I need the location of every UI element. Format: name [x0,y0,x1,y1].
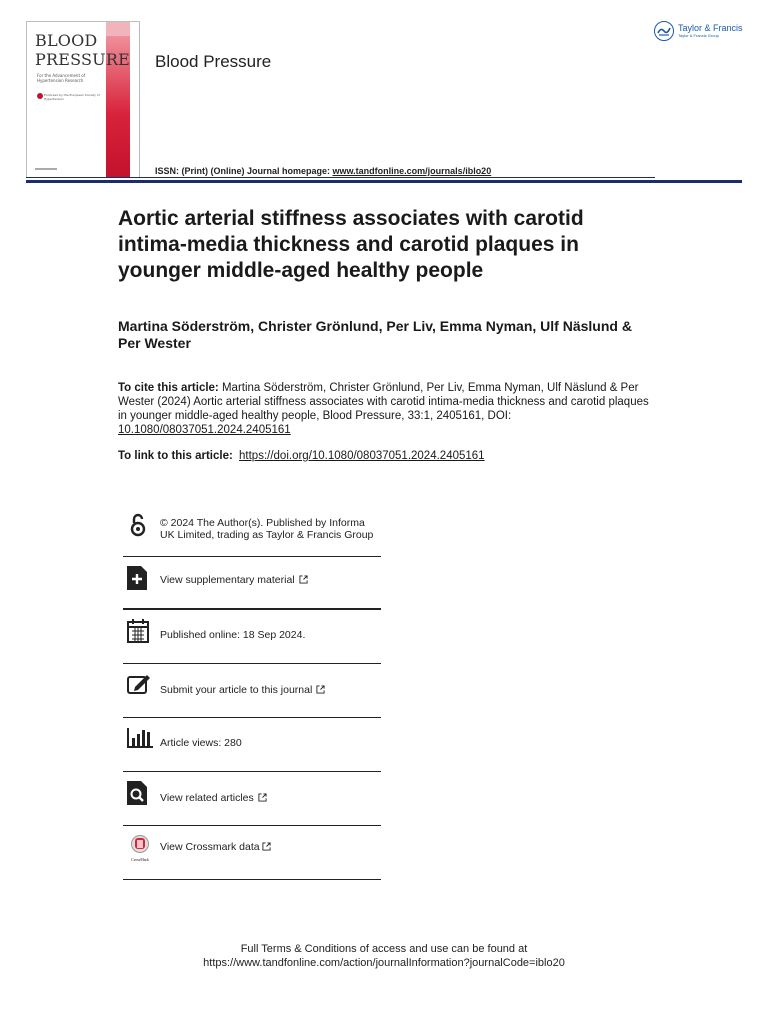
cover-subtitle: For the Advancement of Hypertension Research [37,73,86,83]
cover-footer-mark [35,168,57,170]
cite-doi-link[interactable]: 10.1080/08037051.2024.2405161 [118,424,291,436]
related-articles-icon [127,781,149,805]
article-views: Article views: 280 [160,737,242,749]
crossmark-label: View Crossmark data [160,841,260,853]
cover-title [35,31,130,69]
submit-icon [127,673,149,697]
article-info-list [123,510,381,880]
license-row [123,510,381,557]
journal-homepage-link[interactable]: www.tandfonline.com/journals/iblo20 [332,166,492,176]
crossmark-link[interactable] [160,841,271,853]
cover-title-line1: BLOOD [35,31,98,50]
external-link-icon [316,685,325,694]
header-rule-thin [26,177,655,178]
crossmark-icon [127,835,153,862]
publisher-text [678,24,743,39]
crossmark-icon-text: CrossMark [131,857,149,862]
terms-footer [0,942,768,970]
submit-row[interactable] [123,664,381,718]
external-link-icon [258,793,267,802]
crossmark-row[interactable] [123,826,381,880]
cite-text: Martina Söderström, Christer Grönlund, Per Liv, Emma Nyman, Ulf Näslund & Per Wester (2024) Aortic arterial stiffness associates with carotid intima-media thickness and carotid plaques in younger middle-aged healthy people, Blood Pressure, 33:1, 2405161, DOI: [118,382,649,422]
issn-label: ISSN: (Print) (Online) Journal homepage: [155,166,333,176]
published-row [123,610,381,664]
header-rule [26,180,742,183]
published-date: Published online: 18 Sep 2024. [160,629,306,641]
journal-name: Blood Pressure [155,52,272,71]
publisher-name: Taylor & Francis [678,22,743,33]
terms-text: Full Terms & Conditions of access and use can be found at [240,943,528,955]
external-link-icon [262,842,271,851]
open-access-icon [127,512,149,536]
issn-line [155,166,491,176]
supplementary-label: View supplementary material [160,574,295,586]
cover-title-line2: PRESSURE [35,50,130,69]
link-label: To link to this article: [118,450,233,462]
terms-link[interactable]: https://www.tandfonline.com/action/journalInformation?journalCode=iblo20 [203,957,565,969]
cover-affiliation: Endorsed by the European Society of Hypertension [44,93,100,101]
article-doi-link[interactable]: https://doi.org/10.1080/08037051.2024.2405161 [239,450,485,462]
submit-label: Submit your article to this journal [160,684,313,696]
supplementary-row[interactable] [123,557,381,610]
taylor-francis-logo-icon [654,21,674,41]
external-link-icon [299,575,308,584]
related-link[interactable] [160,792,267,804]
related-label: View related articles [160,792,254,804]
citation-block [118,381,653,437]
link-block [118,449,653,463]
supplementary-icon [127,566,149,590]
article-authors: Martina Söderström, Christer Grönlund, Per Liv, Emma Nyman, Ulf Näslund & Per Wester [118,318,632,351]
article-title: Aortic arterial stiffness associates with carotid intima-media thickness and carotid plaques in younger middle-aged healthy people [118,207,584,282]
supplementary-link[interactable] [160,574,308,586]
submit-link[interactable] [160,684,325,696]
related-row[interactable] [123,772,381,826]
journal-cover [26,21,140,178]
views-row [123,718,381,772]
license-text: © 2024 The Author(s). Published by Informa UK Limited, trading as Taylor & Francis Group [160,517,374,541]
publisher-sub: Taylor & Francis Group [678,32,719,38]
publisher-logo[interactable] [654,21,743,41]
calendar-icon [127,619,149,643]
cite-label: To cite this article: [118,382,219,394]
bar-chart-icon [127,728,149,752]
